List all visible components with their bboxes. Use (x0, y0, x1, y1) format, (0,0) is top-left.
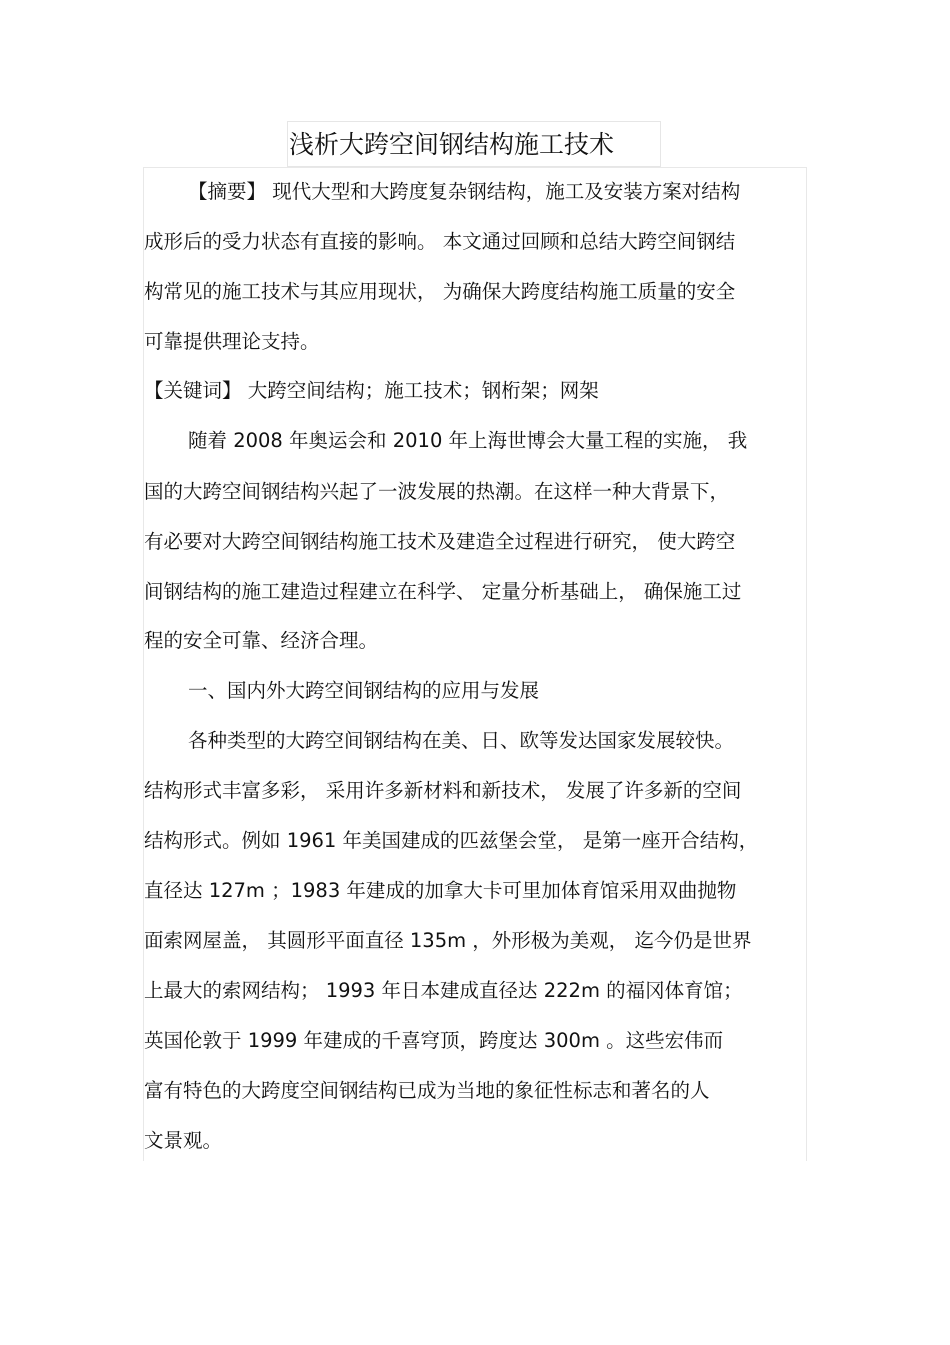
paragraph-line: 面索网屋盖， 其圆形平面直径 135m ，外形极为美观， 迄今仍是世界 (144, 929, 752, 952)
paragraph-line: 程的安全可靠、经济合理。 (144, 629, 379, 652)
abstract-line-3: 构常见的施工技术与其应用现状， 为确保大跨度结构施工质量的安全 (144, 280, 736, 303)
paragraph-line: 随着 2008 年奥运会和 2010 年上海世博会大量工程的实施， 我 (188, 429, 748, 452)
section-heading: 一、国内外大跨空间钢结构的应用与发展 (188, 679, 540, 702)
paragraph-line: 直径达 127m ；1983 年建成的加拿大卡可里加体育馆采用双曲抛物 (144, 879, 737, 902)
paragraph-line: 有必要对大跨空间钢结构施工技术及建造全过程进行研究， 使大跨空 (144, 530, 736, 553)
paragraph-line: 富有特色的大跨度空间钢结构已成为当地的象征性标志和著名的人 (144, 1079, 710, 1102)
paragraph-line: 上最大的索网结构； 1993 年日本建成直径达 222m 的福冈体育馆； (144, 979, 743, 1002)
paragraph-line: 结构形式丰富多彩， 采用许多新材料和新技术， 发展了许多新的空间 (144, 779, 742, 802)
keywords-line: 【关键词】 大跨空间结构；施工技术；钢桁架；网架 (144, 379, 599, 402)
paragraph-line: 各种类型的大跨空间钢结构在美、日、欧等发达国家发展较快。 (188, 729, 735, 752)
paragraph-line: 英国伦敦于 1999 年建成的千喜穹顶，跨度达 300m 。这些宏伟而 (144, 1029, 724, 1052)
paragraph-line: 国的大跨空间钢结构兴起了一波发展的热潮。在这样一种大背景下， (144, 480, 730, 503)
paragraph-line: 结构形式。例如 1961 年美国建成的匹兹堡会堂， 是第一座开合结构， (144, 829, 759, 852)
abstract-line-2: 成形后的受力状态有直接的影响。 本文通过回顾和总结大跨空间钢结 (144, 230, 736, 253)
abstract-line-1: 【摘要】 现代大型和大跨度复杂钢结构，施工及安装方案对结构 (188, 180, 741, 203)
paragraph-line: 间钢结构的施工建造过程建立在科学、 定量分析基础上， 确保施工过 (144, 580, 742, 603)
text-frame (143, 167, 807, 1161)
abstract-line-4: 可靠提供理论支持。 (144, 330, 320, 353)
paragraph-line: 文景观。 (144, 1129, 223, 1152)
page-title: 浅析大跨空间钢结构施工技术 (289, 130, 615, 159)
